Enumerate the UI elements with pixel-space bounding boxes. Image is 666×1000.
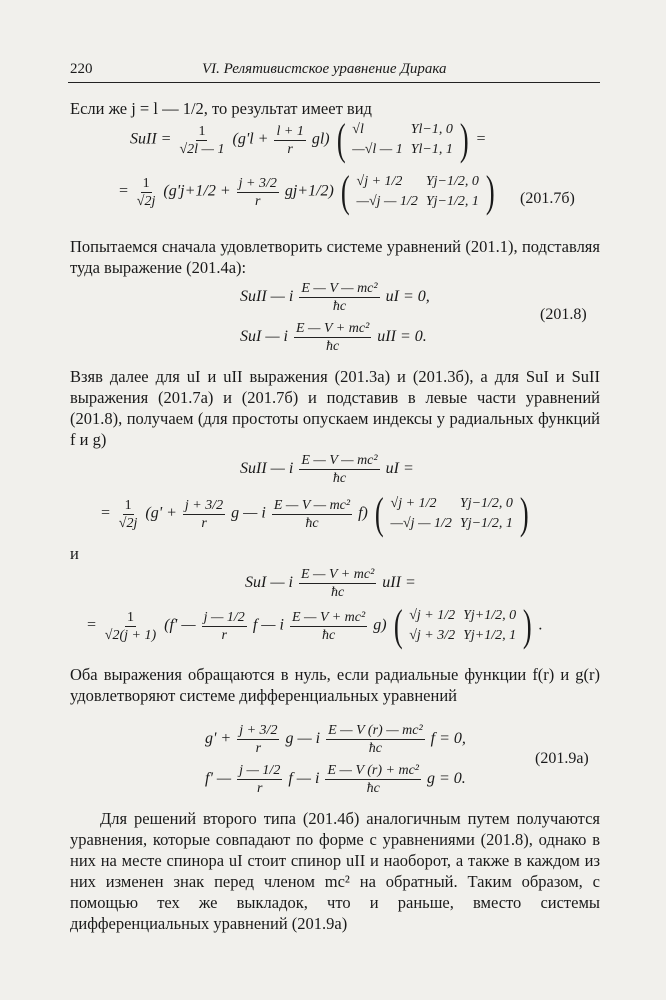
intro-line: Если же j = l — 1/2, то результат имеет вид — [70, 99, 372, 118]
equation-c-line2: = $\frac{1}{√2j}$ (g' + $\frac{j + 3/2}{r}$ g — i $\frac{\text{E — V — mc²}}{ħc}$ f) ( √j + 1/2 —√j — 1/2 Yj−1/2, 0 Yj−1/2, 1 ) — [100, 489, 529, 538]
equation-201-7b-line2: = $\frac{1}{√2j}$ (g'j+1/2 + $\frac{j + 3/2}{r}$ gj+1/2) ( √j + 1/2 —√j — 1/2 Yj−1/2, 0 Yj−1/2, 1 ) — [118, 167, 495, 216]
header-rule — [68, 82, 600, 83]
chapter-title: VI. Релятивистское уравнение Дирака — [202, 61, 447, 77]
equation-c-line1: SuII — i $\frac{\text{E — V — mc²}}{ħc}$ uI = — [240, 453, 414, 486]
equation-label-201-9a: (201.9а) — [535, 750, 589, 767]
equation-201-9a-line2: f' — $\frac{j — 1/2}{r}$ f — i $\frac{\text{E — V (r) + mc²}}{ħc}$ g = 0. — [205, 763, 466, 796]
equation-d-line1: SuI — i $\frac{\text{E — V + mc²}}{ħc}$ uII = — [245, 567, 416, 600]
paragraph-2: Взяв далее для uI и uII выражения (201.3а) и (201.3б), а для SuI и SuII выражения (201.7а) и (201.7б) и подставив в левые части уравнений (201.8), получаем (для простоты опускаем индексы у радиальных функций f и g) — [70, 367, 600, 449]
and-word: и — [70, 544, 79, 563]
equation-201-7b-line1: SuII = $\frac{1}{√2l — 1}$ (g'l + $\frac{l + 1}{r}$ gl) ( √l —√l — 1 Yl−1, 0 Yl−1, 1 ) = — [130, 115, 487, 164]
equation-label-201-7b: (201.7б) — [520, 190, 575, 207]
equation-201-8-line1: SuII — i $\frac{\text{E — V — mc²}}{ħc}$ uI = 0, — [240, 281, 430, 314]
equation-201-9a-line1: g' + $\frac{j + 3/2}{r}$ g — i $\frac{\text{E — V (r) — mc²}}{ħc}$ f = 0, — [205, 723, 466, 756]
page-number: 220 — [70, 61, 93, 77]
equation-label-201-8: (201.8) — [540, 306, 587, 323]
paragraph-4: Для решений второго типа (201.4б) аналогичным путем получаются уравнения, которые совпадают по форме с уравнениями (201.8), однако в них на месте спинора uI стоит спинор uII и наоборот, а также в каждом из них изменен знак перед членом mc² на обратный. Таким образом, с помощью тех же выкладок, что и раньше, вместо системы дифференциальных уравнений (201.9а) — [70, 809, 600, 933]
paragraph-3: Оба выражения обращаются в нуль, если радиальные функции f(r) и g(r) удовлетворяют системе дифференциальных уравнений — [70, 665, 600, 705]
paragraph-1: Попытаемся сначала удовлетворить системе уравнений (201.1), подставляя туда выражение (201.4а): — [70, 237, 600, 277]
equation-d-line2: = $\frac{1}{√2(j + 1)}$ (f' — $\frac{j — 1/2}{r}$ f — i $\frac{\text{E — V + mc²}}{ħc}$ g) ( √j + 1/2 √j + 3/2 Yj+1/2, 0 Yj+1/2, 1 ) . — [86, 601, 543, 650]
equation-201-8-line2: SuI — i $\frac{\text{E — V + mc²}}{ħc}$ uII = 0. — [240, 321, 427, 354]
